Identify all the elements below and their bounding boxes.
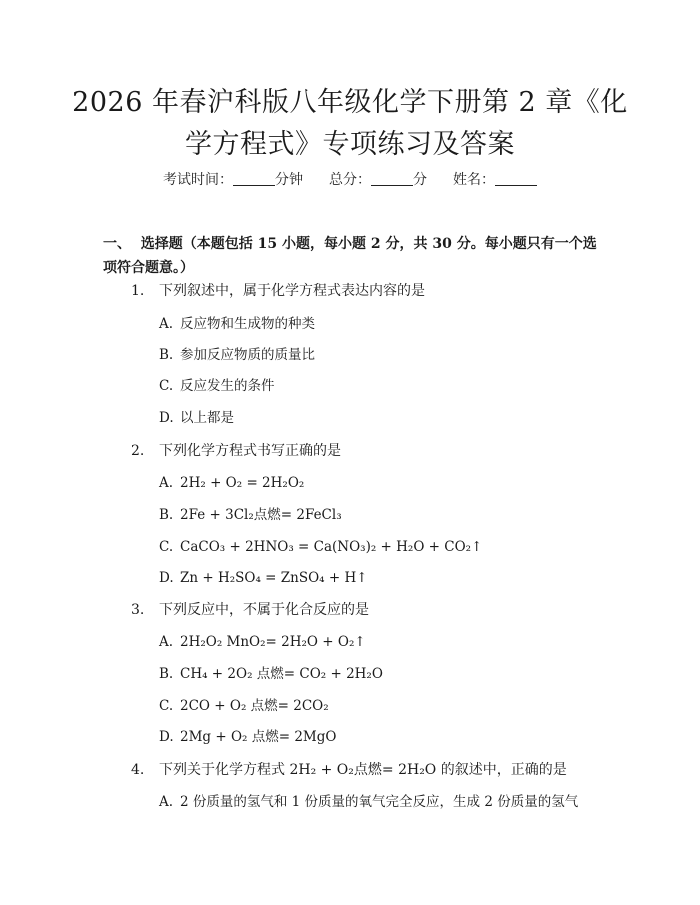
option-letter: A. [159,316,174,332]
option-letter: B. [159,666,174,682]
question-2-option-d [159,569,368,587]
question-number: 4. [131,762,145,778]
option-letter: B. [159,347,174,363]
name-blank [495,171,537,186]
question-2-option-a [159,474,304,492]
question-stem: 下列化学方程式书写正确的是 [159,443,341,459]
exam-info-line [0,169,700,189]
total-score-unit: 分 [413,172,427,188]
question-2-option-b [159,506,342,524]
option-letter: A. [159,475,174,491]
question-2-option-c [159,538,482,556]
name-label: 姓名： [453,172,495,188]
section-heading [103,232,603,280]
question-3-option-d [159,728,336,746]
option-text: Zn + H₂SO₄ = ZnSO₄ + H↑ [180,570,368,586]
question-3-option-b [159,665,383,683]
option-letter: C. [159,539,174,555]
question-4 [131,761,567,779]
option-text: 2H₂O₂ MnO₂= 2H₂O + O₂↑ [180,634,366,650]
question-stem: 下列关于化学方程式 2H₂ + O₂点燃= 2H₂O 的叙述中，正确的是 [159,762,567,778]
question-1-option-c [159,377,275,395]
option-letter: B. [159,507,174,523]
question-number: 3. [131,602,145,618]
option-text: CaCO₃ + 2HNO₃ = Ca(NO₃)₂ + H₂O + CO₂↑ [180,539,483,555]
question-stem: 下列叙述中，属于化学方程式表达内容的是 [159,283,425,299]
question-3-option-c [159,697,329,715]
option-letter: A. [159,794,174,810]
question-stem: 下列反应中，不属于化合反应的是 [159,602,369,618]
question-number: 2. [131,443,145,459]
question-1-option-d [159,409,234,427]
option-letter: C. [159,378,174,394]
question-1-option-a [159,315,315,333]
option-text: 2Fe + 3Cl₂点燃= 2FeCl₃ [180,507,342,523]
option-letter: D. [159,729,174,745]
exam-time-blank [233,171,275,186]
exam-time-label: 考试时间： [163,172,233,188]
question-3-option-a [159,633,366,651]
option-letter: C. [159,698,174,714]
total-score-blank [371,171,413,186]
section-number: 一、 [103,236,131,252]
total-score-label: 总分： [329,172,371,188]
option-letter: D. [159,570,174,586]
question-3 [131,601,369,619]
option-text: 反应发生的条件 [180,378,275,394]
exam-time-unit: 分钟 [275,172,303,188]
page-title: 2026 年春沪科版八年级化学下册第 2 章《化学方程式》专项练习及答案 [72,87,628,160]
question-number: 1. [131,283,145,299]
option-letter: D. [159,410,174,426]
question-2 [131,442,341,460]
option-text: 2H₂ + O₂ = 2H₂O₂ [180,475,305,491]
option-letter: A. [159,634,174,650]
question-1 [131,282,425,300]
option-text: 反应物和生成物的种类 [180,316,315,332]
option-text: 2 份质量的氢气和 1 份质量的氧气完全反应，生成 2 份质量的氢气 [180,794,579,810]
question-1-option-b [159,346,315,364]
option-text: 2CO + O₂ 点燃= 2CO₂ [180,698,329,714]
option-text: CH₄ + 2O₂ 点燃= CO₂ + 2H₂O [180,666,383,682]
question-4-option-a [159,793,578,811]
section-heading-text: 选择题（本题包括 15 小题，每小题 2 分，共 30 分。每小题只有一个选项符合题意。） [103,236,597,276]
option-text: 参加反应物质的质量比 [180,347,315,363]
option-text: 以上都是 [180,410,234,426]
option-text: 2Mg + O₂ 点燃= 2MgO [180,729,337,745]
